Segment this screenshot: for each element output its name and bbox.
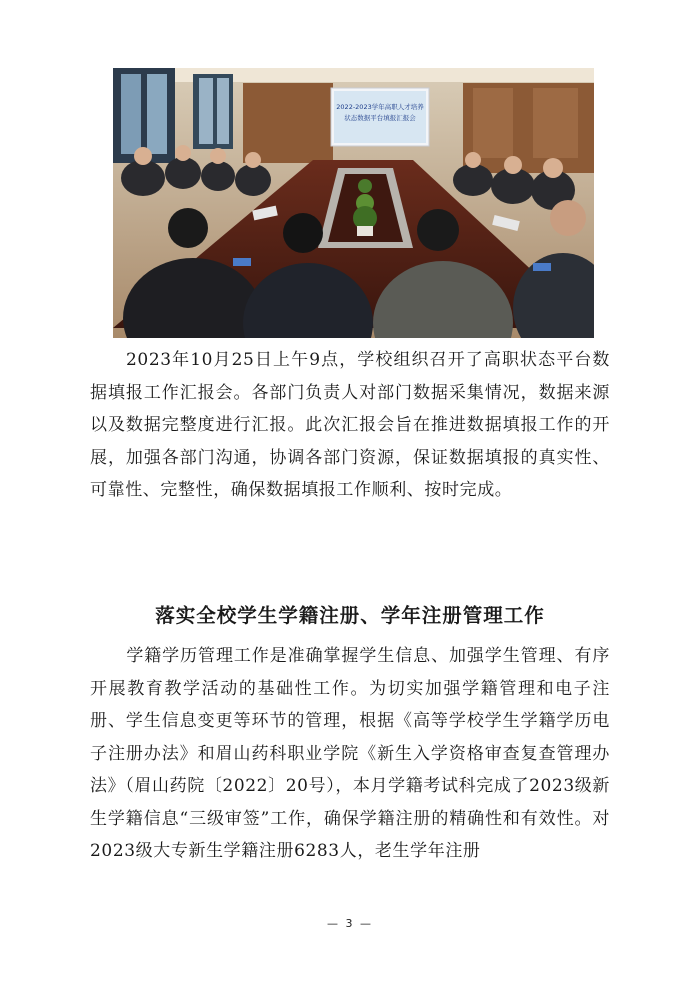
meeting-report-text: 2023年10月25日上午9点，学校组织召开了高职状态平台数据填报工作汇报会。各部门负责人对部门数据采集情况，数据来源以及数据完整度进行汇报。此次汇报会旨在推进数据填报工作的开展，加强各部门沟通，协调各部门资源，保证数据填报的真实性、可靠性、完整性，确保数据填报工作顺利、按时完成。 bbox=[90, 350, 610, 500]
section-heading: 落实全校学生学籍注册、学年注册管理工作 bbox=[155, 604, 545, 627]
registration-text: 学籍学历管理工作是准确掌握学生信息、加强学生管理、有序开展教育教学活动的基础性工作。为切实加强学籍管理和电子注册、学生信息变更等环节的管理，根据《高等学校学生学籍学历电子注册办法》和眉山药科职业学院《新生入学资格审查复查管理办法》（眉山药院〔2022〕20号），本月学籍考试科完成了2023级新生学籍信息“三级审签”工作，确保学籍注册的精确性和有效性。对2023级大专新生学籍注册6283人，老生学年注册 bbox=[90, 646, 610, 861]
page-number: — 3 — bbox=[327, 917, 373, 930]
screen-title-line1: 2022-2023学年高职人才培养 bbox=[336, 103, 424, 111]
meeting-photo bbox=[113, 68, 594, 338]
meeting-photo-illustration bbox=[113, 68, 594, 338]
screen-title-line2: 状态数据平台填报汇报会 bbox=[344, 114, 416, 122]
registration-paragraph bbox=[90, 640, 610, 868]
meeting-report-paragraph bbox=[90, 344, 610, 507]
